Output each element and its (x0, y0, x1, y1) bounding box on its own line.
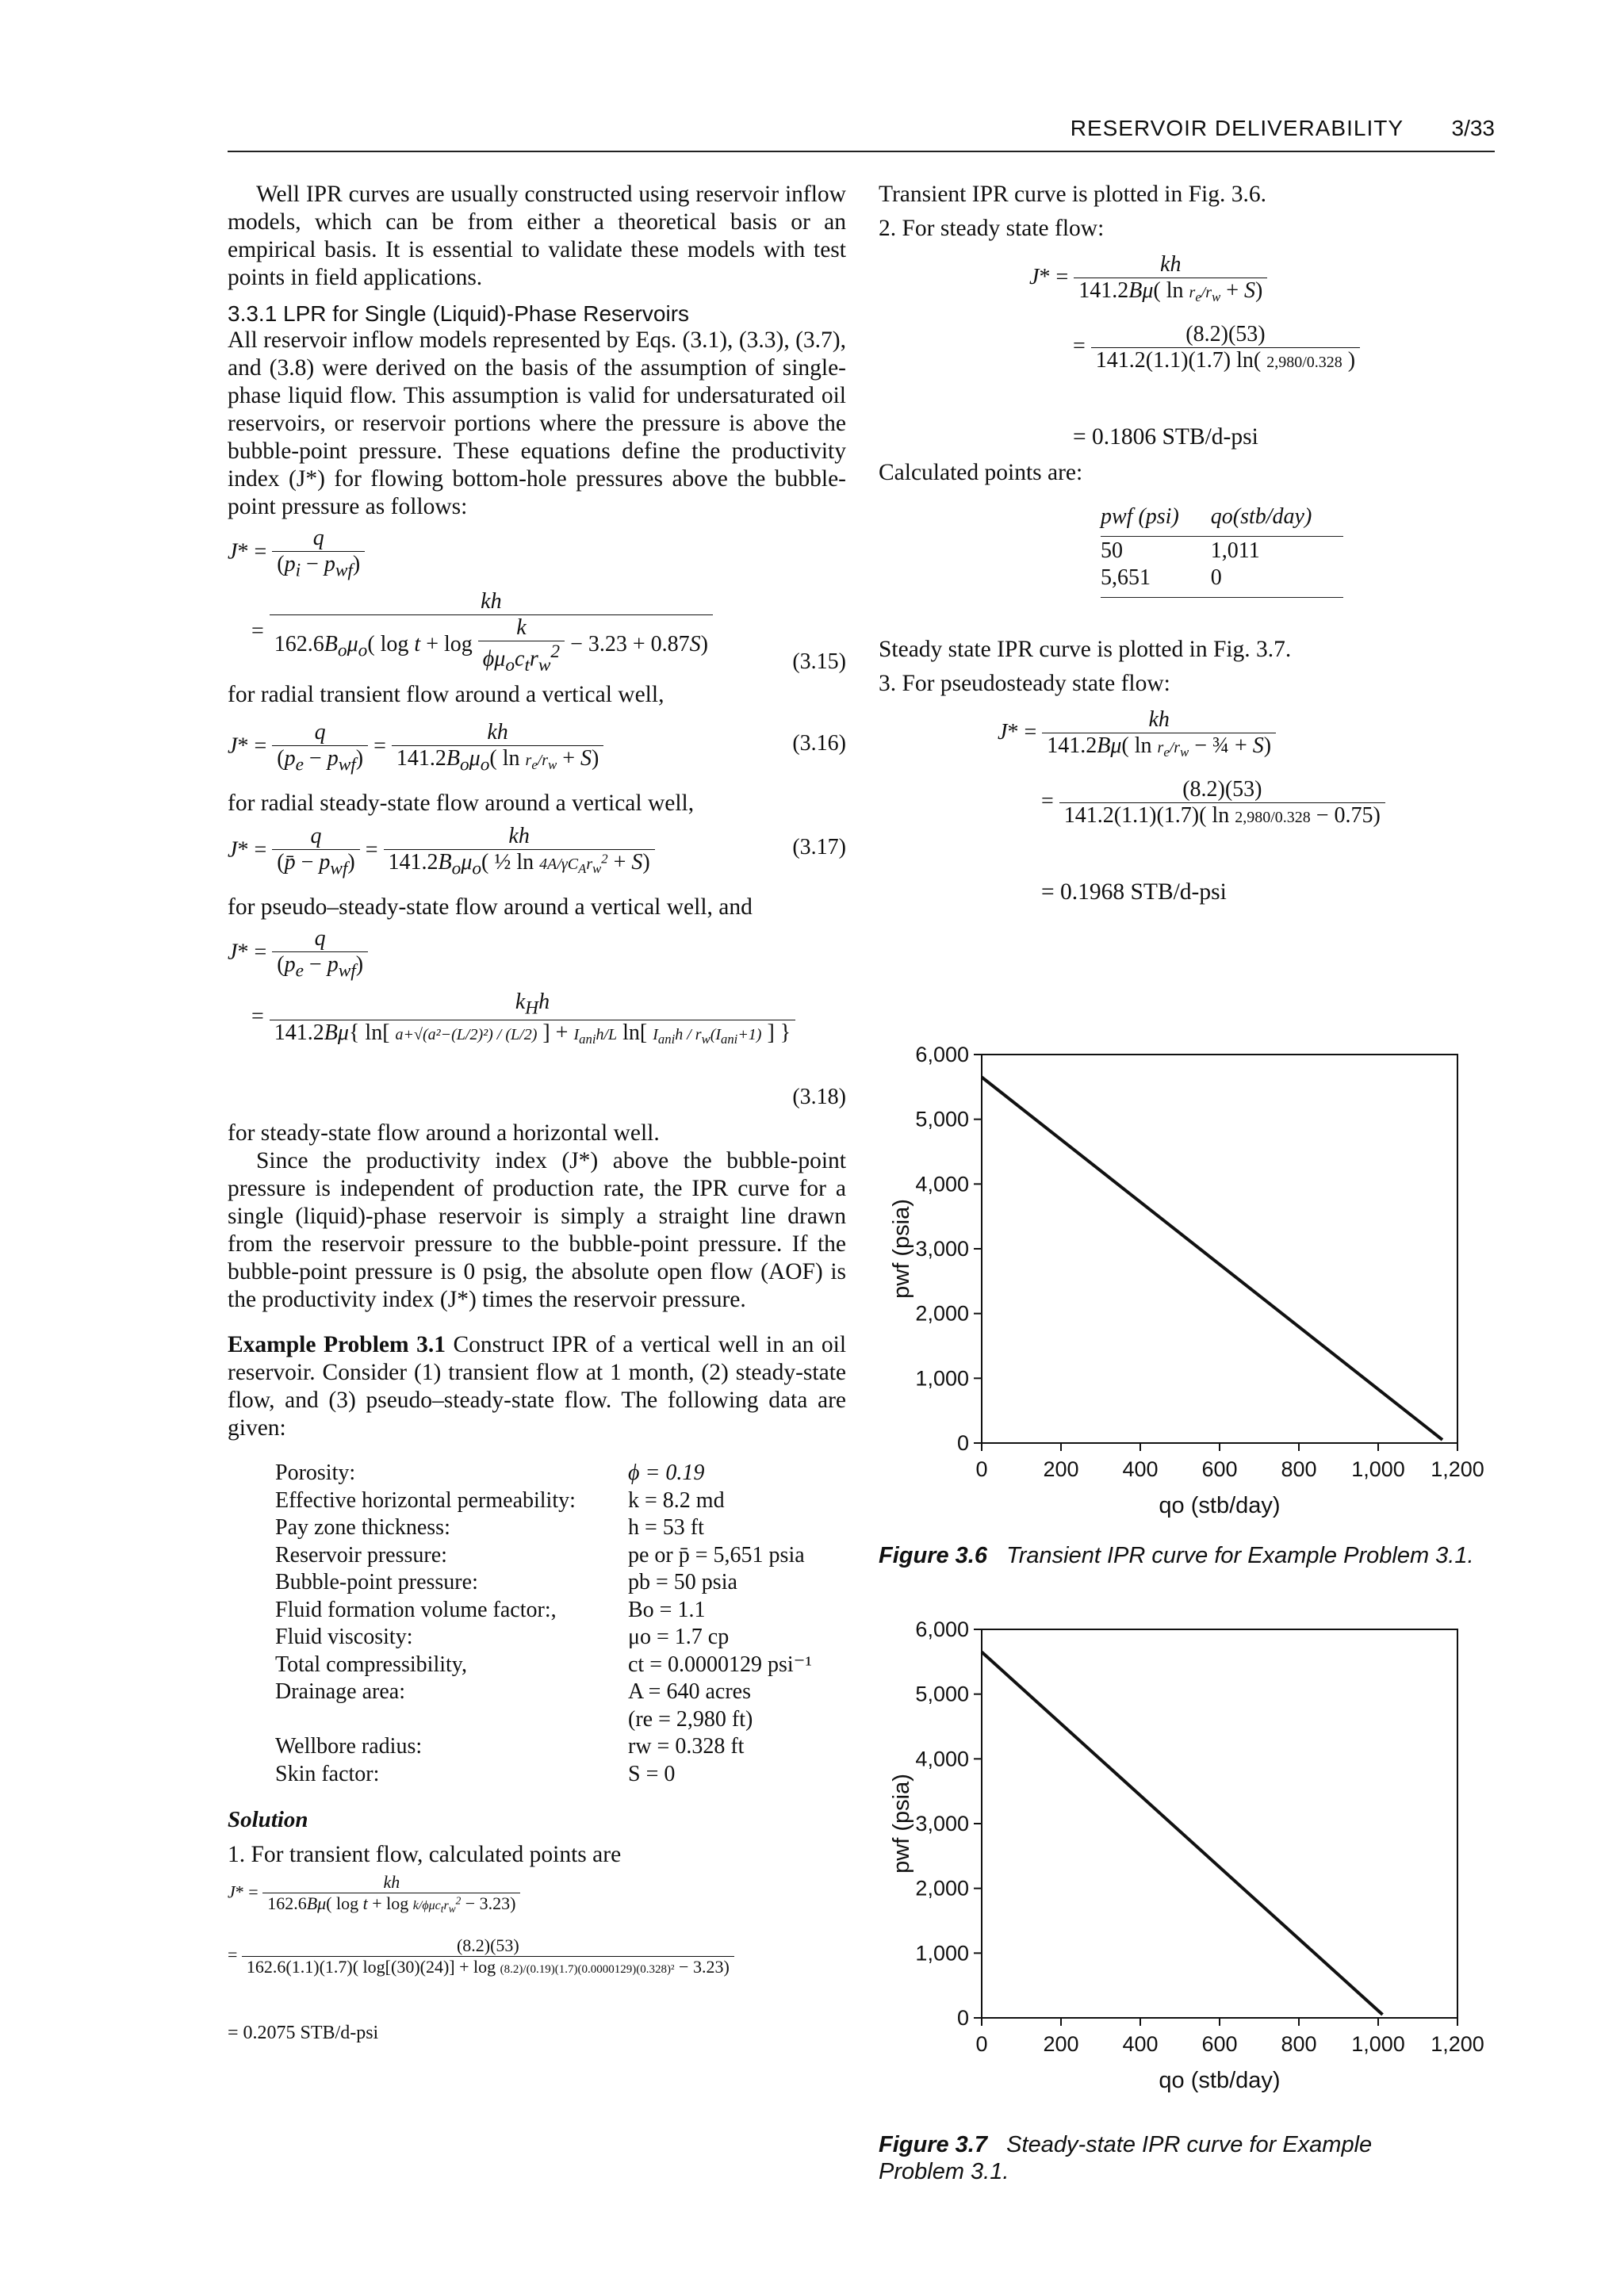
example-label: Example Problem 3.1 (228, 1332, 446, 1357)
figure-label: Figure 3.6 (879, 1543, 987, 1568)
given-key: Fluid formation volume factor:, (275, 1597, 557, 1622)
step-2: 2. For steady state flow: (879, 216, 1105, 241)
right-line-1: Transient IPR curve is plotted in Fig. 3.6. (879, 182, 1266, 207)
step-3: 3. For pseudosteady state flow: (879, 671, 1170, 696)
table-cell: 5,651 (1101, 564, 1211, 598)
text-after-3-18: for steady-state flow around a horizontal well. (228, 1120, 660, 1146)
eq-number: (3.18) (792, 1085, 846, 1109)
figure-caption-text: Transient IPR curve for Example Problem 3.1. (1006, 1543, 1474, 1568)
step-2-result: = 0.1806 STB/d-psi (1073, 424, 1258, 450)
x-tick-label: 600 (1201, 1457, 1238, 1481)
given-value: pb = 50 psia (628, 1570, 737, 1594)
y-tick-label: 2,000 (915, 1301, 969, 1326)
given-key: Total compressibility, (275, 1652, 467, 1677)
y-tick-label: 6,000 (915, 1617, 969, 1641)
y-axis-label: pwf (psia) (889, 1774, 914, 1874)
running-header (228, 116, 1495, 152)
step-1-result: = 0.2075 STB/d-psi (228, 2023, 379, 2043)
table-header: qo(stb/day) (1211, 503, 1344, 537)
given-value: k = 8.2 md (628, 1487, 725, 1513)
x-axis-label: qo (stb/day) (1159, 1493, 1281, 1518)
paragraph-assumption: All reservoir inflow models represented by Eqs. (3.1), (3.3), (3.7), and (3.8) were derived on the basis of the assumption of single-phase liquid flow. This assumption is valid for undersaturated oil reservoirs, or reservoir portions where the pressure is above the bubble-point pressure. These equations define the productivity index (J*) for flowing bottom-hole pressures above the bubble-point pressure as follows: (228, 327, 846, 519)
given-key: Porosity: (275, 1460, 356, 1485)
given-value: pe or p̄ = 5,651 psia (628, 1542, 805, 1568)
x-tick-label: 200 (1043, 2032, 1079, 2056)
steady-state-plotted: Steady state IPR curve is plotted in Fig. 3.7. (879, 637, 1292, 662)
table-row (1101, 564, 1343, 598)
table-cell: 1,011 (1210, 538, 1260, 563)
given-key: Effective horizontal permeability: (275, 1487, 576, 1513)
y-tick-label: 5,000 (915, 1107, 969, 1131)
given-value: ct = 0.0000129 psi⁻¹ (628, 1652, 812, 1677)
example-text: Construct IPR of a vertical well in an oil reservoir. Consider (1) transient flow at 1 month, (2) steady-state flow, and (3) pseudo–steady-state flow. The following data are given: (228, 1332, 847, 1441)
given-data-list (275, 1460, 846, 1788)
x-tick-label: 600 (1201, 2032, 1238, 2056)
x-tick-label: 800 (1281, 2032, 1317, 2056)
y-tick-label: 0 (956, 1431, 969, 1455)
given-value: (re = 2,980 ft) (628, 1706, 753, 1732)
intro-paragraph: Well IPR curves are usually constructed using reservoir inflow models, which can be from either a theoretical basis or an empirical basis. It is essential to validate these models with test points in field applications. (228, 182, 846, 290)
given-key: Skin factor: (275, 1761, 380, 1786)
y-tick-label: 5,000 (915, 1682, 969, 1706)
right-column (879, 181, 1497, 906)
x-tick-label: 0 (975, 2032, 988, 2056)
given-value: S = 0 (628, 1761, 676, 1786)
given-key: Fluid viscosity: (275, 1625, 413, 1649)
given-value: ϕ = 0.19 (628, 1460, 705, 1485)
plot-frame (982, 1055, 1457, 1443)
y-tick-label: 6,000 (915, 1043, 969, 1066)
x-tick-label: 1,000 (1351, 2032, 1405, 2056)
given-value: rw = 0.328 ft (628, 1734, 745, 1759)
plot-frame (982, 1629, 1457, 2018)
chart-svg (879, 1023, 1497, 1530)
paragraph-bubble-point: Since the productivity index (J*) above the bubble-point pressure is independent of production rate, the IPR curve for a single (liquid)-phase reservoir is simply a straight line drawn from the reservoir pressure to the bubble-point pressure. If the bubble-point pressure is 0 psig, the absolute open flow (AOF) is the productivity index (J*) times the reservoir pressure. (228, 1148, 846, 1312)
section-heading: 3.3.1 LPR for Single (Liquid)-Phase Reservoirs (228, 301, 690, 326)
eq-number: (3.17) (792, 835, 846, 859)
y-axis-label: pwf (psia) (889, 1199, 914, 1299)
ipr-line (982, 1078, 1442, 1440)
y-tick-label: 3,000 (915, 1812, 969, 1836)
y-tick-label: 4,000 (915, 1172, 969, 1196)
y-tick-label: 2,000 (915, 1876, 969, 1901)
given-key: Pay zone thickness: (275, 1515, 450, 1540)
y-tick-label: 1,000 (915, 1366, 969, 1391)
chart-svg (879, 1598, 1497, 2105)
given-value: Bo = 1.1 (628, 1597, 706, 1622)
eq-number: (3.15) (792, 649, 846, 674)
step-1: 1. For transient flow, calculated points are (228, 1842, 622, 1867)
solution-heading: Solution (228, 1807, 308, 1832)
table-row (1101, 537, 1343, 565)
figure-3-6-caption (879, 1542, 1513, 1569)
text-after-3-16: for radial steady-state flow around a vertical well, (228, 790, 695, 816)
x-tick-label: 200 (1043, 1457, 1079, 1481)
figure-3-7-caption (879, 2131, 1450, 2185)
header-title: RESERVOIR DELIVERABILITY (1070, 116, 1404, 140)
x-tick-label: 0 (975, 1457, 988, 1481)
equation-3-18: J* = $\frac{q}{(p_e - p_{wf})}$ = $k_Hh$ 141.2Bμ{ ln[ a+√(a²−(L/2)²) / (L/2) ] + $I_{ani}h/L$ ln[ $I_{ani}h / r_w(I_{ani}+1)$ ] } (3.18) (228, 926, 846, 1109)
figure-caption-text: Steady-state IPR curve for Example Problem 3.1. (879, 2132, 1373, 2184)
figure-3-7-chart (879, 1598, 1497, 2105)
y-tick-label: 0 (956, 2006, 969, 2030)
y-tick-label: 3,000 (915, 1237, 969, 1261)
table-header: pwf (psi) (1101, 503, 1211, 537)
x-axis-label: qo (stb/day) (1159, 2068, 1281, 2093)
x-tick-label: 1,200 (1431, 1457, 1484, 1481)
given-key (275, 1706, 628, 1734)
steady-state-calculation: J* = $\frac{kh}{141.2B\mu( \ln r_e/r_w + S)}$ = $\frac{(8.2)(53)}{141.2(1.1)(1.7) \ln( 2,980/0.328 )}$ (1029, 252, 1497, 419)
x-tick-label: 1,200 (1431, 2032, 1484, 2056)
given-value: h = 53 ft (628, 1515, 704, 1540)
figure-label: Figure 3.7 (879, 2132, 987, 2157)
x-tick-label: 800 (1281, 1457, 1317, 1481)
eq-number: (3.16) (792, 731, 846, 756)
transient-calculation: J* = $\frac{kh}{162.6B\mu( \log t + \log k/\phi\mu c_tr_w^2 - 3.23)}$ = (8.2)(53) 162.6(1.1)(1.7)( log[(30)(24)] + log (8.2)/(0.19)(1.7)(0.0000129)(0.328)² − 3.23) (228, 1872, 846, 2015)
example-problem (228, 1331, 846, 1442)
calculated-points-table (1101, 503, 1343, 598)
given-key: Reservoir pressure: (275, 1542, 447, 1568)
given-value: μo = 1.7 cp (628, 1625, 730, 1649)
figure-3-6-chart (879, 1023, 1497, 1530)
equation-3-17: J* = $\frac{q}{(p̄ - p_{wf})}$ = $\frac{kh}{141.2B_o\mu_o( \frac{1}{2} \ln 4A/\gamma C_Ar_w^2 + S)}$ (3.17) (228, 824, 846, 879)
y-tick-label: 4,000 (915, 1747, 969, 1771)
page-number: 3/33 (1451, 116, 1495, 140)
calculated-points: Calculated points are: (879, 460, 1083, 485)
x-tick-label: 400 (1122, 1457, 1159, 1481)
table-cell: 50 (1101, 538, 1123, 563)
ipr-line (982, 1652, 1383, 2015)
table-header-row (1101, 503, 1343, 537)
equation-3-15: J* = $\frac{q}{(p_i - p_{wf})}$ = kh $162.6B_o\mu_o$( log t + log $\frac{k}{\phi\mu_oc_tr_w^2}$ − 3.23 + 0.87S) (3.15) (228, 526, 846, 676)
given-key: Drainage area: (275, 1679, 405, 1704)
x-tick-label: 1,000 (1351, 1457, 1405, 1481)
given-value: A = 640 acres (628, 1679, 751, 1704)
given-key: Bubble-point pressure: (275, 1570, 478, 1594)
x-tick-label: 400 (1122, 2032, 1159, 2056)
text-after-3-17: for pseudo–steady-state flow around a vertical well, and (228, 894, 753, 920)
step-3-result: = 0.1968 STB/d-psi (1041, 879, 1227, 905)
pseudosteady-calculation: J* = $\frac{kh}{141.2B\mu( \ln r_e/r_w - \frac{3}{4} + S)}$ = $\frac{(8.2)(53)}{141.2(1.1)(1.7)( \ln 2,980/0.328 - 0.75)}$ (998, 707, 1497, 874)
equation-3-16: J* = $\frac{q}{(p_e - p_{wf})}$ = $\frac{kh}{141.2B_o\mu_o( \ln r_e/r_w + S)}$ (3.16) (228, 720, 846, 775)
table-cell: 0 (1211, 564, 1344, 598)
given-key: Wellbore radius: (275, 1734, 423, 1759)
y-tick-label: 1,000 (915, 1941, 969, 1966)
text-after-3-15: for radial transient flow around a vertical well, (228, 682, 665, 707)
left-column (228, 181, 846, 2047)
